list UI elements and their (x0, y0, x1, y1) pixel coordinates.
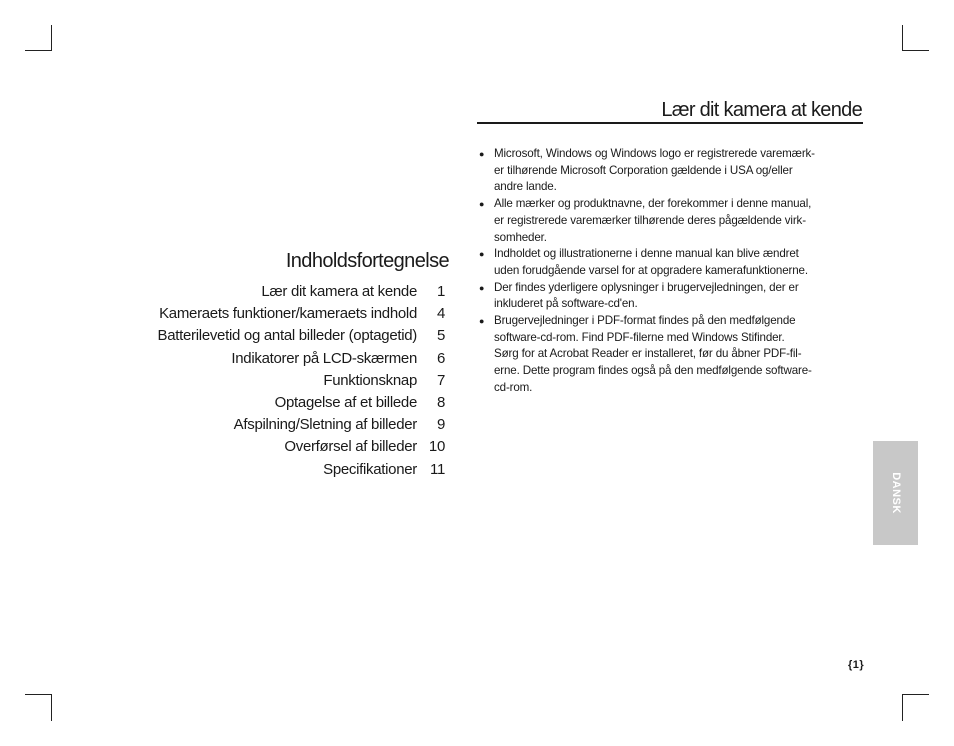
language-tab-label: DANSK (889, 472, 902, 514)
toc-entry (100, 305, 445, 327)
toc-title: Indholdsfortegnelse (285, 250, 449, 272)
note-item (477, 313, 852, 397)
bullet-icon: ● (479, 199, 485, 210)
toc-entry (100, 416, 445, 438)
crop-mark-bottom-left-h (25, 694, 52, 695)
bullet-icon: ● (479, 282, 485, 293)
toc-entry-label: Batterilevetid og antal billeder (optagetid) (157, 327, 417, 345)
toc-entry-page: 6 (436, 349, 445, 367)
toc-entry-page: 11 (430, 460, 445, 478)
crop-mark-bottom-left-v (51, 694, 52, 721)
toc-entry-label: Overførsel af billeder (284, 438, 417, 456)
note-line: uden forudgående varsel for at opgradere kamerafunktionerne. (494, 263, 808, 277)
toc-entry (100, 327, 445, 349)
note-item (477, 146, 852, 196)
note-line: Microsoft, Windows og Windows logo er registrerede varemærk- (494, 147, 815, 160)
note-item (477, 196, 852, 246)
note-item (477, 280, 852, 313)
toc-entry (100, 394, 445, 416)
toc-entry-label: Funktionsknap (323, 371, 417, 389)
note-line: Sørg for at Acrobat Reader er installeret, før du åbner PDF-fil- (494, 347, 802, 361)
note-line: Indholdet og illustrationerne i denne manual kan blive ændret (494, 247, 799, 261)
toc-entry-page: 5 (436, 327, 445, 345)
toc-entry-page: 7 (436, 371, 445, 389)
crop-mark-top-left-h (25, 50, 52, 51)
note-line: andre lande. (494, 180, 557, 194)
toc-list (100, 283, 445, 483)
toc-entry-label: Indikatorer på LCD-skærmen (231, 349, 417, 367)
section-title: Lær dit kamera at kende (661, 99, 862, 121)
toc-entry-label: Kameraets funktioner/kameraets indhold (159, 305, 417, 323)
crop-mark-bottom-right-v (902, 694, 903, 721)
language-side-tab (873, 441, 918, 545)
toc-entry-page: 1 (436, 283, 445, 300)
bullet-icon: ● (479, 249, 485, 260)
crop-mark-top-left-v (51, 25, 52, 51)
note-line: erne. Dette program findes også på den medfølgende software- (494, 364, 812, 378)
toc-entry-page: 10 (428, 438, 445, 456)
toc-entry (100, 461, 445, 483)
note-line: Brugervejledninger i PDF-format findes på den medfølgende (494, 314, 796, 328)
toc-entry-page: 4 (436, 305, 445, 323)
toc-entry-label: Optagelse af et billede (274, 393, 417, 411)
toc-entry (100, 438, 445, 460)
crop-mark-top-right-h (902, 50, 929, 51)
bullet-icon: ● (479, 149, 485, 159)
note-line: inkluderet på software-cd'en. (494, 297, 638, 311)
note-line: somheder. (494, 230, 547, 244)
note-line: er registrerede varemærker tilhørende deres pågældende virk- (494, 213, 806, 227)
note-item (477, 246, 852, 279)
crop-mark-bottom-right-h (902, 694, 929, 695)
note-line: cd-rom. (494, 380, 533, 394)
bullet-icon: ● (479, 316, 485, 327)
toc-entry (100, 350, 445, 372)
toc-entry-page: 9 (436, 416, 445, 434)
toc-entry-label: Lær dit kamera at kende (261, 283, 417, 300)
toc-entry (100, 283, 445, 305)
toc-entry-page: 8 (436, 393, 445, 411)
note-line: er tilhørende Microsoft Corporation gældende i USA og/eller (494, 163, 793, 177)
section-title-rule (477, 122, 863, 124)
notes-list (477, 146, 852, 397)
note-line: Alle mærker og produktnavne, der forekommer i denne manual, (494, 197, 812, 211)
toc-entry-label: Afspilning/Sletning af billeder (233, 416, 417, 434)
page-number: {1} (848, 659, 865, 671)
toc-entry-label: Specifikationer (323, 460, 417, 478)
crop-mark-top-right-v (902, 25, 903, 51)
toc-entry (100, 372, 445, 394)
note-line: Der findes yderligere oplysninger i brugervejledningen, der er (494, 280, 799, 294)
note-line: software-cd-rom. Find PDF-filerne med Windows Stifinder. (494, 330, 785, 344)
